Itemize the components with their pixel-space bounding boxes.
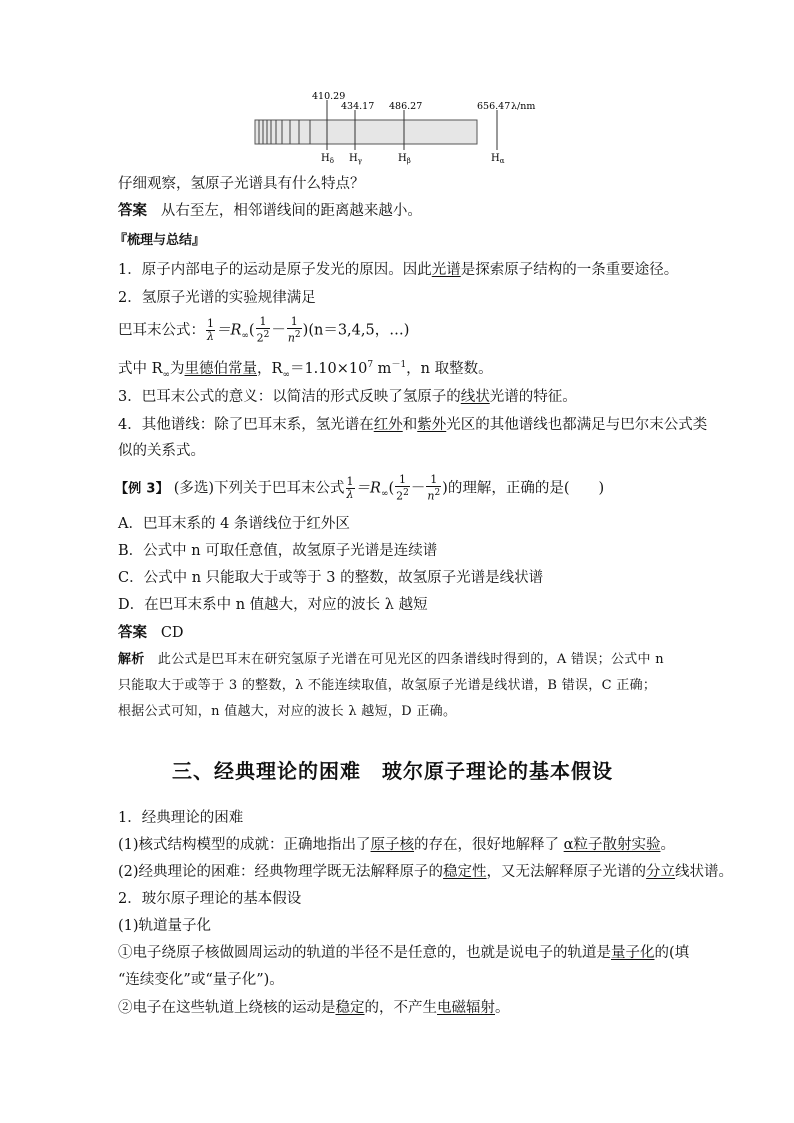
summary-title: 『梳理与总结』 (114, 233, 206, 248)
summary-point-4-cont: 似的关系式。 (118, 443, 205, 459)
section-3-item-1b: (2)经典理论的困难：经典物理学既无法解释原子的稳定性，又无法解释原子光谱的分立线状谱。 (118, 864, 734, 880)
option-a: A．巴耳末系的 4 条谱线位于红外区 (118, 516, 350, 532)
section-3-item-1: 1．经典理论的困难 (118, 810, 244, 826)
option-b: B．公式中 n 可取任意值，故氢原子光谱是连续谱 (118, 543, 438, 559)
section-3-item-2b: ①电子绕原子核做圆周运动的轨道的半径不是任意的，也就是说电子的轨道是量子化的(填 (118, 945, 690, 961)
wavelength-label-2: 486.27 (389, 101, 423, 112)
answer-text: 从右至左，相邻谱线间的距离越来越小。 (160, 203, 422, 219)
blank-rydberg: 里德伯常量 (184, 361, 258, 377)
blank-line-spectrum: 线状 (460, 389, 490, 405)
analysis: 解析 此公式是巴耳末在研究氢原子光谱在可见光区的四条谱线时得到的，A 错误；公式中 n (118, 652, 664, 667)
example-3: 【例 3】 (多选)下列关于巴耳末公式 $\frac{1}{\lambda}$ $=R_\infty$( $\frac{1}{2^2}$ － $\frac{1}{n^2}$ )的理解，正确的是( ) (115, 473, 605, 503)
spectrum-bar (255, 120, 477, 144)
option-c: C．公式中 n 只能取大于或等于 3 的整数，故氢原子光谱是线状谱 (118, 570, 544, 586)
section-3-item-2: 2．玻尔原子理论的基本假设 (118, 891, 302, 907)
section-3-item-2b-cont: “连续变化”或“量子化”)。 (118, 972, 284, 988)
line-label-gamma: $H_\gamma$ (349, 153, 362, 165)
summary-point-constant: 式中 $R_\infty$为里德伯常量，$R_\infty=1.10\times 10^7$ $m^{-1}$，n 取整数。 (118, 360, 493, 380)
wavelength-label-1: 434.17 (341, 101, 375, 112)
summary-point-2: 2．氢原子光谱的实验规律满足 (118, 290, 316, 306)
line-label-beta: $H_\beta$ (398, 153, 411, 165)
summary-point-4: 4．其他谱线：除了巴耳末系，氢光谱在红外和紫外光区的其他谱线也都满足与巴尔末公式类 (118, 417, 708, 433)
wavelength-label-3: 656.47 (477, 101, 511, 112)
summary-point-3: 3．巴耳末公式的意义：以简洁的形式反映了氢原子的线状光谱的特征。 (118, 389, 577, 405)
section-3-item-1a: (1)核式结构模型的成就：正确地指出了原子核的存在，很好地解释了 α粒子散射实验。 (118, 837, 675, 853)
section-heading-3: 三、经典理论的困难 玻尔原子理论的基本假设 (172, 759, 613, 783)
option-d: D．在巴耳末系中 n 值越大，对应的波长 λ 越短 (118, 597, 428, 613)
line-label-delta: $H_\delta$ (321, 153, 334, 165)
line-label-alpha: $H_\alpha$ (491, 153, 505, 165)
analysis-line-3: 根据公式可知，n 值越大，对应的波长 λ 越短，D 正确。 (118, 704, 457, 719)
answer-label: 答案 (118, 203, 147, 219)
balmer-formula: 巴耳末公式： $\frac{1}{\lambda}$ $=R_\infty$( $\frac{1}{2^2}$ － $\frac{1}{n^2}$ )(n＝3,4,5，…) (118, 315, 410, 345)
analysis-line-2: 只能取大于或等于 3 的整数，λ 不能连续取值，故氢原子光谱是线状谱，B 错误，C 正确； (118, 678, 657, 693)
answer-1 (118, 199, 422, 220)
blank-spectrum: 光谱 (431, 262, 461, 278)
section-3-item-2c: ②电子在这些轨道上绕核的运动是稳定的，不产生电磁辐射。 (118, 1000, 510, 1016)
question-1: 仔细观察，氢原子光谱具有什么特点？ (118, 176, 365, 192)
summary-point-1: 1．原子内部电子的运动是原子发光的原因。因此光谱是探索原子结构的一条重要途径。 (118, 262, 679, 278)
unit-label: λ/nm (511, 101, 536, 112)
answer-3: 答案 CD (118, 625, 184, 641)
wavelength-label-0: 410.29 (312, 91, 346, 102)
hydrogen-spectrum-figure (240, 90, 570, 165)
section-3-item-2a: (1)轨道量子化 (118, 918, 212, 934)
